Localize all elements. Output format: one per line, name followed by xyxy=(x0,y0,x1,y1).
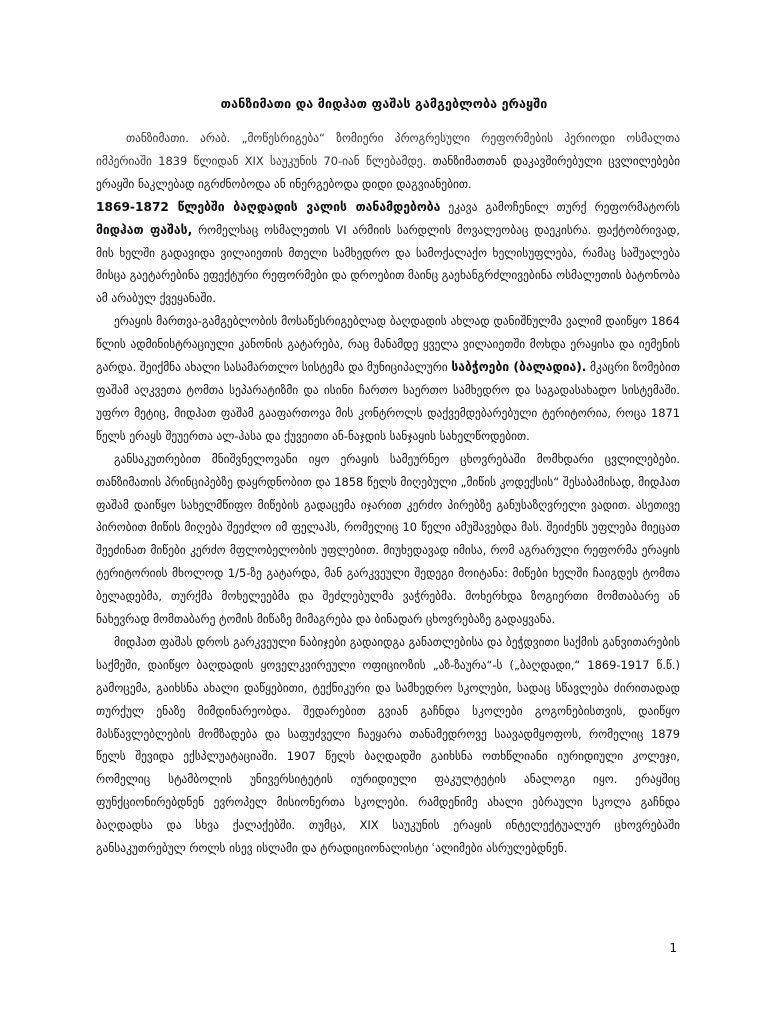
paragraph-1-text: თანზიმათთან დაკავშირებული ცვლილებები ერაყში ნაკლებად იგრძნობოდა ან ინერგებოდა დიდი დაგვიანებით. xyxy=(96,153,681,191)
paragraph-1 xyxy=(96,127,680,196)
document-title: თანზიმათი და მიდჰათ ფაშას გამგებლობა ერაყში xyxy=(220,96,548,111)
paragraph-5: მიდჰათ ფაშას დროს გარკვეული ნაბიჯები გადაიდგა განათლებისა და ბეჭდვითი საქმის განვითარების საქმეში, დაიწყო ბაღდადის ყოველკვირეული ოფიციოზის „აზ-ზაურა“-ს („ბაღდადი,“ 1869-1917 წ.წ.) გამოცემა, გაიხსნა ახალი დაწყებითი, ტექნიკური და სამხედრო სკოლები, სადაც სწავლება ძირითადად თურქულ ენაზე მიმდინარეობდა. შედარებით გვიან გაჩნდა სკოლები გოგონებისთვის, დაიწყო მასწავლებლების მომზადება და საფუძველი ჩაეყარა თანამედროვე საავადმყოფოს, რომელიც 1879 წელს შევიდა ექსპლუატაციაში. 1907 წელს ბაღდადში გაიხსნა ოთხწლიანი იურიდიული კოლეჯი, რომელიც სტამბოლის უნივერსიტეტის იურიდიული ფაკულტეტის ანალოგი იყო. ერაყშიც ფუნქციონირებდნენ ევროპელ მისიონერთა სკოლები. რამდენიმე ახალი ებრაული სკოლა გაჩნდა ბაღდადსა და სხვა ქალაქებში. თუმცა, XIX საუკუნის ერაყის ინტელექტუალურ ცხოვრებაში განსაკუთრებულ როლს ისევ ისლამი და ტრადიციონალისტი ʿალიმები ასრულებდნენ. xyxy=(96,634,680,856)
page-number: 1 xyxy=(669,941,677,955)
paragraph-3-text-1: ერაყის მართვა-გამგებლობის მოსაწესრიგებლად ბაღდადის ახლად დანიშნულმა ვალიმ დაიწყო 1864 წლის ადმინისტრაციული კანონის გატარება, რაც მანამდე ყველა ვილაიეთში მოხდა ერაყისა და იემენის გარდა. შეიქმნა ახალი სასამართლო სისტემა და მუნიციპალური xyxy=(96,314,680,375)
paragraph-3-text-2: მკაცრი ზომებით ფაშამ აღკვეთა ტომთა სეპარატიზმი და ისინი ჩართო საერთო სამხედრო და საგადასახადო სისტემაში. უფრო მეტიც, მიდჰათ ფაშამ გააფართოვა მის კონტროლს დაქვემდებარებული ტერიტორია, როცა 1871 წელს ერაყს შეუერთა ალ-ჰასა და ქუვეითი ან-ნაჯდის სანჯაყის სახელწოდებით. xyxy=(96,360,681,443)
paragraph-2-text-2: რომელსაც ოსმალეთის VI არმიის სარდლის მოვალეობაც დაეკისრა. ფაქტობრივად, მის ხელში გადავიდა ვილაიეთის მთელი სამხედრო და სამოქალაქო ხელისუფლება, რამაც საშუალება მისცა გაეტარებინა ეფექტური რეფორმები და დროებით მაინც გაეხანგრძლივებინა ოსმალეთის ბატონობა ამ არაბულ ქვეყანაში. xyxy=(96,222,680,306)
paragraph-2-bold-date: 1869-1872 წლებში ბაღდადის ვალის თანამდებობა xyxy=(96,199,441,214)
paragraph-4: განსაკუთრებით მნიშვნელოვანი იყო ერაყის სამეურნეო ცხოვრებაში მომხდარი ცვლილებები. თანზიმათის პრინციპებზე დაყრდნობით და 1858 წელს მიღებული „მიწის კოდექსის“ შესაბამისად, მიდჰათ ფაშამ დაიწყო სახელმწიფო მიწების გადაცემა იჯარით კერძო პირებზე განუსაზღვრელი ვადით. ასეთივე პირობით მიწის მიღება შეეძლო იმ ფელაჰს, რომელიც 10 წელი ამუშავებდა მას. შეიძენს უფლება მიეცათ შეეძინათ მიწები კერძო მფლობელობის უფლებით. მიუხედავად იმისა, რომ აგრარული რეფორმა ერაყის ტერიტორიის მხოლოდ 1/5-ზე გატარდა, მან გარკვეული შედეგი მოიტანა: მიწები ხელში ჩაიგდეს ტომთა ბელადებმა, თურქმა მოხელეებმა და შეძლებულმა ვაჭრებმა. მოხერხდა ზოგიერთი მომთაბარე ან ნახევრად მომთაბარე ტომის მიწაზე მიმაგრება და ბინადარ ცხოვრებაზე გადაყვანა. xyxy=(96,451,680,627)
paragraph-3 xyxy=(96,310,680,447)
paragraph-2 xyxy=(96,196,680,311)
paragraph-1-definition: თანზიმათი. არაბ. „მოწესრიგება“ ზომიერი პროგრესული რეფორმების პერიოდი ოსმალთა იმპერიაში 1839 წლიდან XIX საუკუნის 70-იან წლებამდე. xyxy=(96,131,680,168)
paragraph-3-bold-term: საბჭოები (ბალადია). xyxy=(451,360,587,375)
paragraph-2-text-1: ეკავა გამოჩენილ თურქ რეფორმატორს xyxy=(440,199,680,214)
paragraph-2-bold-name: მიდჰათ ფაშას, xyxy=(96,222,193,237)
document-body xyxy=(96,127,680,860)
